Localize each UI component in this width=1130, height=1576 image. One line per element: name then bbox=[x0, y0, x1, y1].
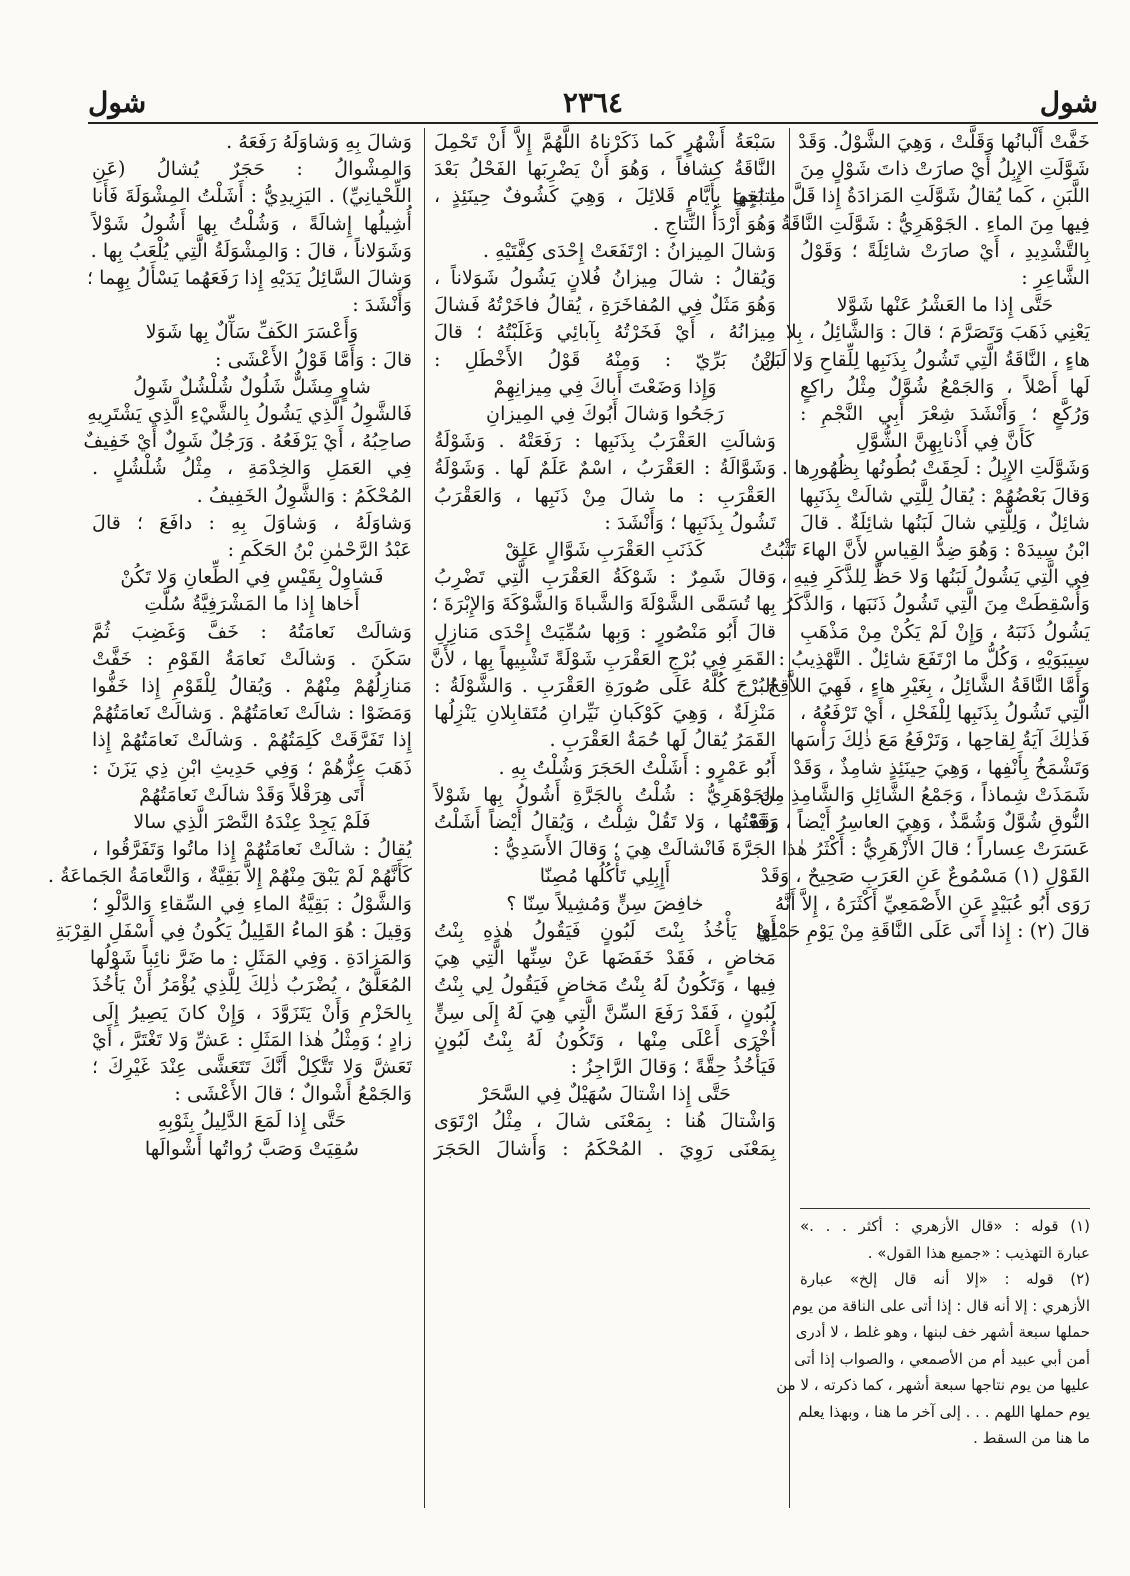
text-line: المُحْكَمُ : وَالشَّوِلُ الخَفِيفُ . bbox=[196, 483, 412, 507]
text-line: ابْنُ سِيدَهْ : وَهُوَ ضِدُّ القِياسِ لأَنَّ الهاءَ تَثْبُتُ bbox=[760, 538, 1090, 562]
footnote-line: يوم حملها اللهم . . . إلى آخر ما هنا ، وبهذا يعلم bbox=[798, 1402, 1090, 1421]
text-line: وَأَعْسَرَ الكَفِّ سَآّلٌ بِها شَوَلا bbox=[145, 320, 359, 344]
text-line: وَرُكَّعٍ ؛ وَأَنْشَدَ شِعْرَ أَبِي النَّجْمِ : bbox=[800, 402, 1090, 426]
text-line: النَّاقَةُ كِشافاً ، وَهُوَ أَنْ يَضْرِبَها الفَحْلُ بَعْدَ bbox=[434, 157, 776, 181]
text-line: اللِّحْيانِيِّ) . اليَزِيدِيُّ : أَشَلْتُ المِشْوَلَةَ فَأَنا bbox=[92, 184, 412, 208]
text-line: مِيزانُهُ ، أَيْ فَخَرْتُهُ بِآبائِي وَغَلَبْتُهُ ؛ قالَ bbox=[434, 320, 776, 344]
text-line: وَشالَ السَّائِلُ يَدَيْهِ إِذا رَفَعَهُما يَسْأَلُ بِهِما ؛ bbox=[86, 266, 412, 290]
text-line: وَشالَتِ العَقْرَبُ بِذَنَبِها : رَفَعَتْهُ . وَشَوْلَةُ bbox=[434, 429, 776, 453]
text-line: رَوَى أَبُو عُبَيْدٍ عَنِ الأَصْمَعِيِّ أَكْثَرَهُ ، إِلاَّ أَنَّهُ bbox=[774, 891, 1090, 915]
text-line: أَتَى هِرَقْلاً وَقَدْ شالَتْ نَعامَتُهُمْ bbox=[139, 782, 365, 806]
text-line: وَأَمَّا النَّاقَةُ الشَّائِلُ ، بِغَيْرِ هاءٍ ، فَهِيَ اللاَّقِحُ bbox=[767, 674, 1090, 698]
text-line: أُشِيلُها إِشالَةً ، وَشُلْتُ بِها أَشُولُ شَوْلاً bbox=[92, 211, 412, 235]
text-line: بِالحَزْمِ وَأَنْ يَتَزَوَّدَ ، وَإِنْ كانَ يَصِيرُ إِلَى bbox=[92, 1000, 412, 1024]
text-line: وَالمِشْوالُ : حَجَرٌ يُشالُ (عَنِ bbox=[92, 157, 412, 181]
text-line: الَّتِي تَشُولُ بِذَنَبِها لِلْفَحْلِ ، أَيْ تَرْفَعُهُ ، bbox=[800, 701, 1090, 725]
text-line: خافِضَ سِنٍّ وَمُشِيلاً سِنّا ؟ bbox=[506, 891, 704, 915]
text-line: بِالتَّشْدِيدِ ، أَيْ صارَتْ شائِلَةً ؛ وَقَوْلُ bbox=[800, 238, 1090, 262]
text-line: سُقِيَتْ وَصَبَّ رُواتُها أَشْوالَها bbox=[144, 1136, 360, 1160]
text-line: سَبْعَةُ أَشْهُرٍ كَما ذَكَرْناهُ اللَّهُمَّ إِلاَّ أَنْ تَحْمِلَ bbox=[434, 130, 776, 153]
column-divider bbox=[424, 128, 425, 1508]
text-line: قالَ أَبُو مَنْصُورٍ : وَبِها سُمِّيَتْ إِحْدَى مَنازِلِ bbox=[434, 619, 776, 643]
footnote-line: عليها من يوم نتاجها سبعة أشهر ، كما ذكرته ، لا من bbox=[776, 1376, 1090, 1394]
text-line: شاوٍ مِشَلٌّ شَلُولٌ شُلْشُلٌ شَوِلُ bbox=[133, 374, 371, 398]
text-line: وَشَوَّالَةُ : العَقْرَبُ ، اسْمٌ عَلَمٌ لَها . وَشَوْلَةُ bbox=[434, 456, 776, 480]
text-line: ابْنُ بَرِّيّ : وَمِنْهُ قَوْلُ الأَخْطَلِ : bbox=[434, 347, 776, 371]
page-number: ٢٣٦٤ bbox=[562, 86, 624, 119]
text-line: تَعَشَّ وَلا تَتَّكِلْ أَنَّكَ تَتَعَشَّى عِنْدَ غَيْرِكَ ؛ bbox=[92, 1054, 412, 1078]
text-line: بِمَعْنَى رَوِيَ . المُحْكَمُ : وَأَشالَ الحَجَرَ bbox=[434, 1136, 776, 1160]
text-line: زادٍ ؛ وَمِثْلُ هٰذا المَثَلِ : عَشِّ وَلا تَغْتَرَّ ، أَيْ bbox=[92, 1027, 412, 1051]
text-line: شَوَّلَتِ الإِبِلُ أَيْ صارَتْ ذاتَ شَوْلٍ مِنَ bbox=[800, 157, 1090, 181]
footnote-line: حملها سبعة أشهر خف لبنها ، وهو غلط ، لا أدرى bbox=[795, 1323, 1090, 1341]
text-line: أَخاها إِذا ما المَشْرَفِيَّةُ سُلَّتِ bbox=[144, 592, 360, 616]
text-line: فِي الَّتِي يَشُولُ لَبَنُها وَلا حَظَّ لِلذَّكَرِ فِيهِ ، bbox=[780, 565, 1090, 589]
text-column-right bbox=[732, 128, 1090, 944]
text-line: القَمَرُ يُقالُ لَها حُمَةُ العَقْرَبِ . bbox=[549, 728, 776, 752]
text-line: رَفَعْتُها ، وَلا تَقُلْ شِلْتُ ، وَيُقالُ أَيْضاً أَشَلْتُ bbox=[434, 810, 776, 834]
text-line: حَتَّى إِذا ما العَشْرُ عَنْها شَوَّلا bbox=[836, 293, 1054, 317]
text-line: وَشاوَلَهُ ، وَشاوَلَ بِهِ : دافَعَ ؛ قالَ bbox=[92, 510, 412, 534]
text-line: عَبْدُ الرَّحْمٰنِ بْنُ الحَكَمِ : bbox=[227, 538, 412, 562]
text-line: قالَ : وَأَمَّا قَوْلُ الأَعْشَى : bbox=[215, 347, 412, 371]
text-line: وَقالَ بَعْضُهُمْ : يُقالُ لِلَّتِي شالَتْ بِذَنَبِها bbox=[799, 483, 1090, 507]
text-line: وَشالَ المِيزانُ : ارْتَفَعَتْ إِحْدَى كِفَّتَيْهِ . bbox=[482, 238, 776, 262]
text-line: النُّوقِ شُوَّلٌ وَشُمَّذٌ ، وَهِيَ العاسِرُ أَيْضاً ، وَقَدْ bbox=[750, 810, 1090, 834]
text-line: إِذا تَفَرَّقَتْ كَلِمَتُهُمْ . وَشالَتْ نَعامَتُهُمْ إِذا bbox=[92, 728, 412, 752]
text-line: اللَّبَنِ ، كَما يُقالُ شَوَّلَتِ المَزادَةُ إِذا قَلَّ ما بَقِيَ bbox=[732, 184, 1090, 208]
text-line: فِيها ، وَتَكُونُ لَهُ بِنْتُ مَخاضٍ فَيَقُولُ لِي بِنْتُ bbox=[434, 973, 776, 997]
text-line: سِيبَوَيْهِ ، وَكُلُّ ما ارْتَفَعَ شائِلٌ . التَّهْذِيبُ : bbox=[778, 646, 1090, 670]
text-line: كَذَنَبِ العَقْرَبِ شَوَّالٍ عَلِقْ bbox=[505, 538, 705, 562]
text-line: أَإِبِلِي تَأْكُلُها مُصِنّا bbox=[539, 864, 671, 888]
text-line: شَمَذَتْ شِماذاً ، وَجَمْعُ الشَّائِلِ وَالشَّامِذِ مِنَ bbox=[759, 782, 1090, 806]
text-line: وَشالَ بِهِ وَشاوَلَهُ رَفَعَهُ . bbox=[226, 130, 412, 153]
text-line: وَمَضَوْا : شالَتْ نَعامَتُهُمْ . وَشالَتْ نَعامَتُهُمْ bbox=[92, 701, 412, 725]
text-line: مَنْزِلَةٌ ، وَهِيَ كَوْكَبانِ نَيِّرانِ مُتَقابِلانِ يَنْزِلُها bbox=[434, 701, 776, 725]
footnote-line: (٢) قوله : «إلا أنه قال إلخ» عبارة bbox=[800, 1270, 1090, 1288]
text-line: أَبُو عَمْرٍو : أَشَلْتُ الحَجَرَ وَشُلْتُ بِهِ . bbox=[498, 755, 776, 779]
footnote-line: أمن أبي عبيد أم من الأصمعي ، والصواب إذا أتى bbox=[794, 1349, 1090, 1368]
text-line: يَشُولُ ذَنَبَهُ ، وَإِنْ لَمْ يَكُنْ مِنْ مَذْهَبِ bbox=[800, 619, 1090, 643]
text-line: خَفَّتْ أَلْبانُها وَقَلَّتْ ، وَهِيَ الشَّوْلُ. وَقَدْ bbox=[798, 130, 1090, 153]
text-line: وَقالَ شَمِرٌ : شَوْكَةُ العَقْرَبِ الَّتِي تَضْرِبُ bbox=[434, 565, 776, 589]
text-line: فَذٰلِكَ آيَةُ لِقاحِها ، وَتَرْفَعُ مَعَ ذٰلِكَ رَأْسَها bbox=[789, 728, 1090, 752]
text-line: وَإِذا وَضَعْتَ أَباكَ فِي مِيزانِهِمْ bbox=[493, 374, 717, 398]
text-line: وَاشْتالَ هُنا : بِمَعْنَى شالَ ، مِثْلُ ارْتَوَى bbox=[434, 1109, 776, 1133]
text-line: وَالمَزادَةِ . وَفِي المَثَلِ : ما ضَرَّ نائِباً شَوْلُها bbox=[89, 946, 412, 970]
text-line: وَشالَتْ نَعامَتُهُ : خَفَّ وَغَضِبَ ثُمَّ bbox=[92, 619, 412, 643]
text-line: وَهُوَ مَثَلٌ فِي المُفاخَرَةِ ، يُقالُ فاخَرْتُهُ فَشالَ bbox=[434, 293, 776, 317]
text-line: كَأَنَّهُمْ لَمْ يَبْقَ مِنْهُمْ إِلاَّ بَقِيَّةٌ ، وَالنَّعامَةُ الجَماعَةُ . bbox=[47, 864, 412, 888]
text-line: حَتَّى إِذا لَمَعَ الدَّلِيلُ بِثَوْبِهِ bbox=[157, 1109, 347, 1133]
footnote-line: عبارة التهذيب : «جميع هذا القول» . bbox=[867, 1243, 1090, 1262]
text-line: فَلَمْ يَجِدْ عِنْدَهُ النَّصْرَ الَّذِي سالا bbox=[133, 810, 371, 834]
text-line: القَوْلِ (١) مَسْمُوعٌ عَنِ العَرَبِ صَحِيحٌ ، وَقَدْ bbox=[760, 864, 1090, 888]
text-line: يُقالُ : شالَتْ نَعامَتُهُمْ إِذا ماتُوا وَتَفَرَّقُوا ، bbox=[92, 837, 412, 861]
text-line: البُرْجَ كُلَّهُ عَلَى صُورَةِ العَقْرَبِ . وَالشَّوْلَةُ : bbox=[434, 674, 776, 698]
text-line: تَشُولُ بِذَنَبِها ؛ وَأَنْشَدَ : bbox=[604, 510, 776, 534]
text-line: الشَّاعِرِ : bbox=[1021, 266, 1090, 290]
text-line: وَشَوَّلَتِ الإِبِلُ : لَحِقَتْ بُطُونُها بِظُهُورِها . bbox=[781, 456, 1090, 480]
text-line: مَنازِلُهُمْ مِنْهُمْ . وَيُقالُ لِلْقَوْمِ إِذا خَفُّوا bbox=[92, 674, 412, 698]
text-line: العَقْرَبِ : ما شالَ مِنْ ذَنَبِها ، وَالعَقْرَبُ bbox=[434, 483, 776, 507]
text-line: بِها تُسَمَّى الشَّوْلَةَ وَالشَّباةَ وَالشَّوْكَةَ وَالإِبْرَةَ ؛ bbox=[431, 592, 776, 616]
text-line: يَعْنِي ذَهَبَ وَتَصَرَّمَ ؛ قالَ : وَالشَّائِلُ ، بِلا bbox=[785, 320, 1090, 344]
text-line: مَخاضٍ ، فَقَدْ خَفَضَها عَنْ سِنِّها الَّتِي هِيَ bbox=[434, 946, 776, 970]
text-line: لَبُونٍ ، فَقَدْ رَفَعَ السِّنَّ الَّتِي هِيَ لَهُ إِلَى سِنٍّ bbox=[434, 1000, 776, 1024]
footnote-line: الأزهري : إلا أنه قال : إذا أتى على الناقة من يوم bbox=[791, 1296, 1090, 1315]
text-line: وَشَوَلاناً ، قالَ : وَالمِشْوَلَةُ الَّتِي يُلْعَبُ بِها . bbox=[90, 238, 412, 262]
footnote-line: (١) قوله : «قال الأزهري : أكثر . . .» bbox=[800, 1217, 1090, 1235]
text-line: قالَ (٢) : إِذا أَتَى عَلَى النَّاقَةِ مِنْ يَوْمِ حَمْلِها bbox=[756, 918, 1090, 942]
text-line: رَجَحُوا وَشالَ أَبُوكَ فِي المِيزانِ bbox=[486, 402, 724, 426]
text-line: وَالجَمْعُ أَشْوالٌ ؛ قالَ الأَعْشَى : bbox=[174, 1082, 412, 1106]
text-line: عَسَرَتْ عِساراً ؛ قالَ الأَزْهَرِيُّ : أَكْثَرُ هٰذا bbox=[781, 837, 1090, 861]
text-line: هاءٍ ، النَّاقَةُ الَّتِي تَشُولُ بِذَنَبِها لِلِّقاحِ وَلا لَبَنَ bbox=[760, 347, 1090, 371]
text-line: وَتَشْمَخُ بِأَنْفِها ، وَهِيَ حِينَئِذٍ شامِذٌ ، وَقَدْ bbox=[793, 755, 1090, 779]
text-line: كَأَنَّ فِي أَذْنابِهِنَّ الشُّوَّلِ bbox=[855, 429, 1035, 453]
header-entry-word-right: شول bbox=[1039, 86, 1098, 119]
text-line: المُعَلَّقُ ، يُضْرَبُ ذٰلِكَ لِلَّذِي يُؤْمَرُ أَنْ يَأْخُذَ bbox=[92, 973, 412, 997]
text-line: فَيَأْخُذُ حِقَّةً ؛ وَقالَ الرَّاجِزُ : bbox=[570, 1054, 776, 1078]
text-line: حَتَّى إِذا اشْتالَ سُهَيْلٌ فِي السَّحَرْ bbox=[478, 1082, 731, 1106]
text-line: فِي العَمَلِ وَالخِدْمَةِ ، مِثْلُ شُلْشُلٍ . bbox=[92, 456, 412, 480]
text-line: القَمَرِ فِي بُرْجِ العَقْرَبِ شَوْلَةً تَشْبِيهاً بِها ، لأَنَّ bbox=[430, 646, 776, 670]
text-line: فِيها مِنَ الماءِ . الجَوْهَرِيُّ : شَوَّلَتِ النَّاقَةُ ، bbox=[768, 211, 1090, 235]
footnotes bbox=[776, 1208, 1090, 1452]
text-column-middle bbox=[430, 128, 776, 1162]
text-line: شائِلٌ ، وَلِلَّتِي شالَ لَبَنُها شائِلَةٌ . قالَ bbox=[800, 510, 1090, 534]
text-line: سَكَنَ . وَشالَتْ نَعامَةُ القَوْمِ : خَفَّتْ bbox=[92, 646, 412, 670]
page-header bbox=[88, 84, 1098, 124]
text-line: لَها أَصْلاً ، وَالجَمْعُ شُوَّلٌ مِثْلُ راكِعٍ bbox=[800, 374, 1090, 398]
text-line: فَشاوِلْ بِقَيْسٍ فِي الطِّعانِ وَلا تَكُنْ bbox=[120, 565, 384, 589]
text-line: وَهُوَ أَرْدَأُ النِّتاجِ . bbox=[652, 211, 776, 235]
text-line: وَأَنْشَدَ : bbox=[352, 293, 412, 317]
text-line: الجَرَّةَ فَانْشالَتْ هِيَ ؛ وَقالَ الأَسَدِيُّ : bbox=[492, 837, 776, 861]
text-line: وَقِيلَ : هُوَ الماءُ القَلِيلُ يَكُونُ فِي أَسْفَلِ القِرْبَةِ bbox=[55, 918, 412, 942]
footnote-line: ما هنا من السقط . bbox=[973, 1429, 1090, 1447]
text-line: أُخْرَى أَعْلَى مِنْها ، وَتَكُونُ لَهُ بِنْتُ لَبُونٍ bbox=[434, 1027, 776, 1051]
header-entry-word-left: شول bbox=[88, 86, 147, 119]
text-line: صاحِبُهُ ، أَيْ يَرْفَعُهُ . وَرَجُلٌ شَوِلٌ أَيْ خَفِيفٌ bbox=[83, 429, 412, 453]
text-line: وَأُسْقِطَتْ مِنَ الَّتِي تَشُولُ ذَنَبَها ، وَالذَّكَرُ bbox=[783, 592, 1090, 616]
text-line: الجَوْهَرِيُّ : شُلْتُ بِالجَرَّةِ أَشُولُ بِها شَوْلاً bbox=[434, 782, 776, 806]
text-line: ذَهَبَ عِزُّهُمْ ؛ وَفِي حَدِيثِ ابْنِ ذِي يَزَنَ : bbox=[92, 755, 412, 779]
text-column-left bbox=[47, 128, 412, 1162]
text-line: نِتاجِها بِأَيَّامٍ قَلائِلَ ، وَهِيَ كَشُوفٌ حِينَئِذٍ ، bbox=[434, 184, 776, 208]
text-line: أَيْ يَأْخُذُ بِنْتَ لَبُونٍ فَيَقُولُ هٰذِهِ بِنْتُ bbox=[434, 918, 776, 942]
text-line: وَيُقالُ : شالَ مِيزانُ فُلانٍ يَشُولُ شَوَلاناً ، bbox=[434, 266, 776, 290]
text-line: وَالشَّوْلُ : بَقِيَّةُ الماءِ فِي السِّقاءِ وَالدَّلْوِ ؛ bbox=[92, 891, 412, 915]
text-line: فَالشَّوِلُ الَّذِي يَشُولُ بِالشَّيْءِ الَّذِي يَشْتَرِيهِ bbox=[87, 402, 412, 426]
